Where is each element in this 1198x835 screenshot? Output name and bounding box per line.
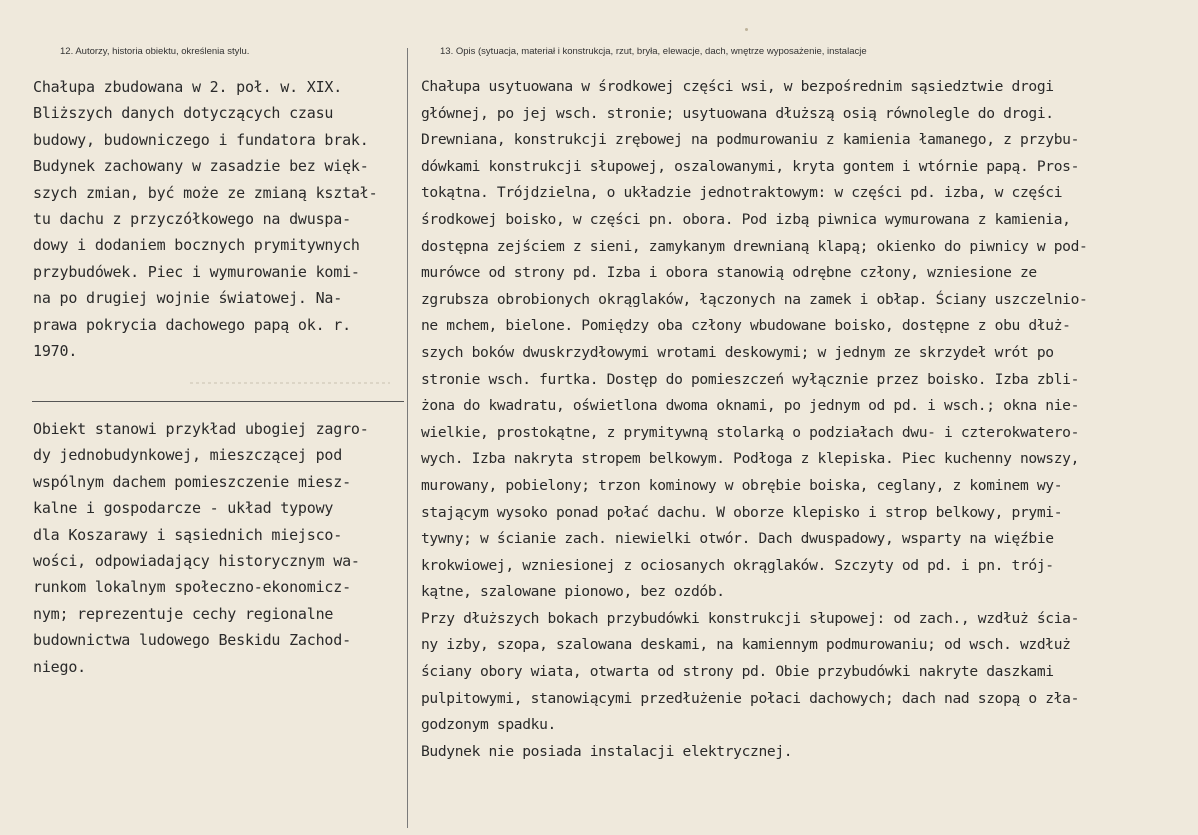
text-line: stronie wsch. furtka. Dostęp do pomieszczeń wyłącznie przez boisko. Izba zbli- <box>421 370 1080 388</box>
faint-dotted-rule <box>190 382 390 384</box>
text-line: Bliższych danych dotyczących czasu <box>33 104 334 123</box>
paper-speck <box>745 28 748 31</box>
section-12-text <box>33 74 377 364</box>
text-line: budowy, budowniczego i fundatora brak. <box>33 130 369 149</box>
section-13-text <box>421 74 1087 765</box>
text-line: budownictwa ludowego Beskidu Zachod- <box>33 631 351 650</box>
text-line: szych zmian, być może ze zmianą kształ- <box>33 183 378 202</box>
text-line: dówkami konstrukcji słupowej, oszalowanymi, kryta gontem i wtórnie papą. Pros- <box>421 157 1080 175</box>
text-line: na po drugiej wojnie światowej. Na- <box>33 289 343 308</box>
text-line: żona do kwadratu, oświetlona dwoma oknami, po jednym od pd. i wsch.; okna nie- <box>421 397 1080 415</box>
text-line: krokwiowej, wzniesionej z ociosanych okrąglaków. Szczyty od pd. i pn. trój- <box>421 556 1054 574</box>
text-line: dy jednobudynkowej, mieszczącej pod <box>33 446 343 465</box>
column-divider <box>407 48 408 828</box>
text-line: przybudówek. Piec i wymurowanie komi- <box>33 262 360 281</box>
text-line: Obiekt stanowi przykład ubogiej zagro- <box>33 420 369 438</box>
section-12-header: 12. Autorzy, historia obiektu, określenia stylu. <box>60 46 250 57</box>
text-line: dostępna zejściem z sieni, zamykanym drewnianą klapą; okienko do piwnicy w pod- <box>421 237 1088 255</box>
text-line: runkom lokalnym społeczno-ekonomicz- <box>33 578 351 597</box>
text-line: środkowej boisko, w części pn. obora. Pod izbą piwnica wymurowana z kamienia, <box>421 210 1071 228</box>
text-line: murowany, pobielony; trzon kominowy w obrębie boiska, ceglany, z kominem wy- <box>421 476 1063 494</box>
text-line: 1970. <box>33 342 78 361</box>
text-line: Chałupa usytuowana w środkowej części wsi, w bezpośrednim sąsiedztwie drogi <box>421 78 1054 95</box>
text-line: stającym wysoko ponad połać dachu. W oborze klepisko i strop belkowy, prymi- <box>421 503 1063 521</box>
text-line: kalne i gospodarcze - układ typowy <box>33 499 334 518</box>
text-line: zgrubsza obrobionych okrąglaków, łączonych na zamek i obłap. Ściany uszczelnio- <box>421 290 1088 308</box>
text-line: Budynek zachowany w zasadzie bez więk- <box>33 157 369 176</box>
text-line: ściany obory wiata, otwarta od strony pd. Obie przybudówki nakryte daszkami <box>421 663 1054 681</box>
text-line: murówce od strony pd. Izba i obora stanowią odrębne człony, wzniesione ze <box>421 264 1037 282</box>
text-line: wielkie, prostokątne, z prymitywną stolarką o podziałach dwu- i czterokwatero- <box>421 423 1080 441</box>
text-line: tokątna. Trójdzielna, o układzie jednotraktowym: w części pd. izba, w części <box>421 184 1063 202</box>
text-line: godzonym spadku. <box>421 716 556 734</box>
text-line: tu dachu z przyczółkowego na dwuspa- <box>33 210 351 229</box>
object-value-text <box>33 416 369 680</box>
text-line: dowy i dodaniem bocznych prymitywnych <box>33 236 360 255</box>
text-line: tywny; w ścianie zach. niewielki otwór. Dach dwuspadowy, wsparty na więźbie <box>421 530 1054 548</box>
text-line: Przy dłuższych bokach przybudówki konstrukcji słupowej: od zach., wzdłuż ścia- <box>421 609 1080 627</box>
text-line: kątne, szalowane pionowo, bez ozdób. <box>421 583 725 601</box>
text-line: wości, odpowiadający historycznym wa- <box>33 552 360 571</box>
text-line: Drewniana, konstrukcji zrębowej na podmurowaniu z kamienia łamanego, z przybu- <box>421 131 1080 149</box>
text-line: niego. <box>33 657 86 676</box>
text-line: wych. Izba nakryta stropem belkowym. Podłoga z klepiska. Piec kuchenny nowszy, <box>421 450 1080 468</box>
text-line: prawa pokrycia dachowego papą ok. r. <box>33 315 351 334</box>
text-line: ny izby, szopa, szalowana deskami, na kamiennym podmurowaniu; od wsch. wzdłuż <box>421 636 1071 654</box>
text-line: nym; reprezentuje cechy regionalne <box>33 604 334 623</box>
text-line: dla Koszarawy i sąsiednich miejsco- <box>33 525 343 544</box>
text-line: Budynek nie posiada instalacji elektrycznej. <box>421 742 793 760</box>
text-line: głównej, po jej wsch. stronie; usytuowana dłuższą osią równolegle do drogi. <box>421 104 1054 122</box>
text-line: ne mchem, bielone. Pomiędzy oba człony wbudowane boisko, dostępne z obu dłuż- <box>421 317 1071 335</box>
left-section-divider <box>32 401 404 402</box>
text-line: Chałupa zbudowana w 2. poł. w. XIX. <box>33 78 343 96</box>
text-line: pulpitowymi, stanowiącymi przedłużenie połaci dachowych; dach nad szopą o zła- <box>421 689 1080 707</box>
text-line: szych boków dwuskrzydłowymi wrotami deskowymi; w jednym ze skrzydeł wrót po <box>421 343 1054 361</box>
text-line: wspólnym dachem pomieszczenie miesz- <box>33 472 351 491</box>
section-13-header: 13. Opis (sytuacja, materiał i konstrukcja, rzut, bryła, elewacje, dach, wnętrze wyposażenie, instalacje <box>440 46 867 57</box>
